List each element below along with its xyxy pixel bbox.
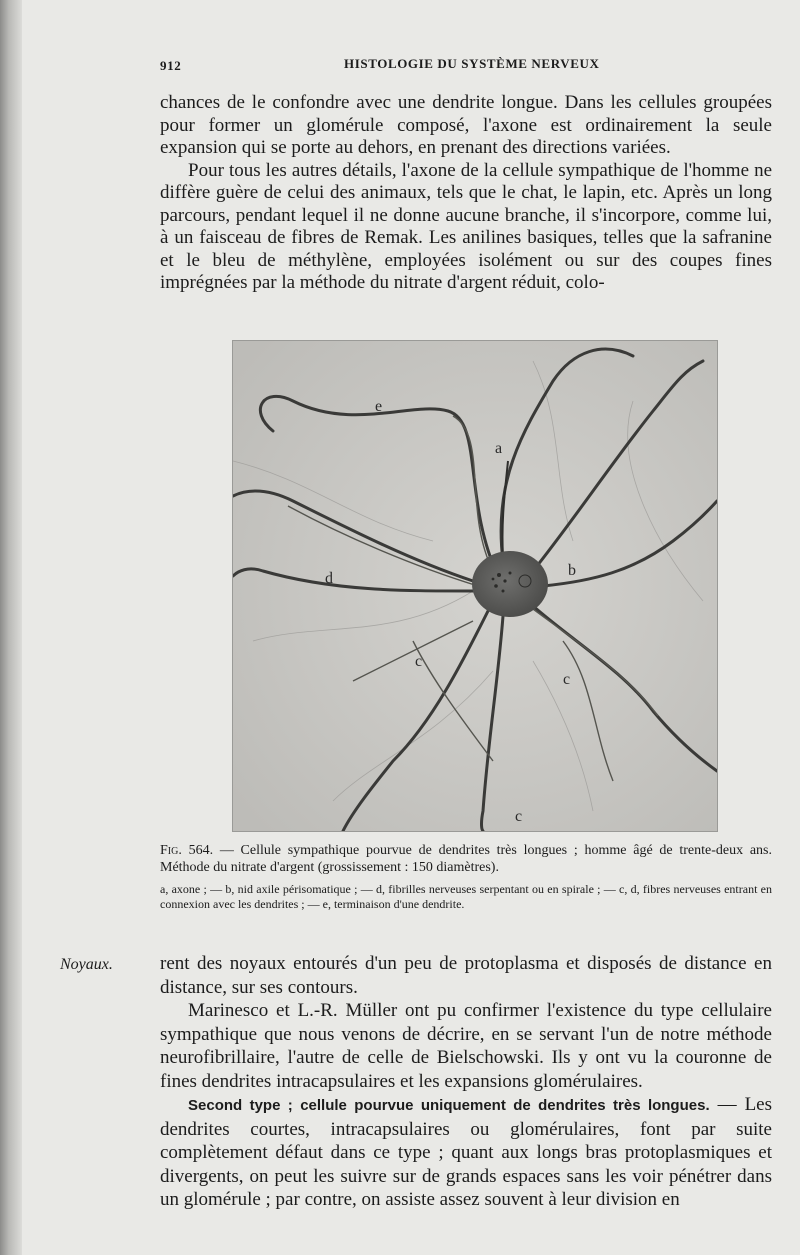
figure-label-a: a bbox=[495, 440, 503, 457]
figure-564-micrograph bbox=[232, 340, 718, 832]
paragraph: rent des noyaux entourés d'un peu de protoplasma et disposés de distance en distance, sur ses contours. bbox=[160, 953, 772, 998]
figure-label-c: c bbox=[563, 671, 571, 688]
body-text-top bbox=[160, 92, 772, 295]
caption-fig-number: Fig. 564. bbox=[160, 843, 214, 858]
figure-label-c: c bbox=[415, 653, 423, 670]
figure-label-c: c bbox=[515, 808, 523, 825]
figure-label-e: e bbox=[375, 398, 383, 415]
figure-label-b: b bbox=[568, 562, 576, 579]
page-number: 912 bbox=[160, 58, 182, 73]
section-heading-inline: Second type ; cellule pourvue uniquement de dendrites très longues. bbox=[188, 1097, 710, 1114]
page-header bbox=[160, 52, 780, 76]
margin-note: Noyaux. bbox=[60, 956, 113, 973]
figure-caption bbox=[160, 842, 772, 912]
cell-body bbox=[472, 551, 548, 617]
caption-title-text: — Cellule sympathique pourvue de dendrites très longues ; homme âgé de trente-deux ans. Méthode du nitrate d'argent (grossissement : 150 diamètres). bbox=[160, 843, 772, 875]
caption-legend: a, axone ; — b, nid axile périsomatique ; — d, fibrilles nerveuses serpentant ou en spirale ; — c, d, fibres nerveuses entrant en connexion avec les dendrites ; — e, terminaison d'une dendrite. bbox=[160, 882, 772, 911]
paragraph: chances de le confondre avec une dendrite longue. Dans les cellules groupées pour former un glomérule composé, l'axone est ordinairement la seule expansion qui se porte au dehors, en prenant des directions variées. bbox=[160, 92, 772, 158]
paragraph bbox=[160, 1093, 772, 1212]
paragraph-text: — Les dendrites courtes, intracapsulaires ou glomérulaires, font par suite complètement défaut dans ce type ; quant aux longs bras protoplasmiques et divergents, on peut les suivre sur de grands espaces sans les voir pénétrer dans un glomérule ; par contre, on assiste assez souvent à leur division en bbox=[160, 1094, 773, 1210]
figure-label-d: d bbox=[325, 570, 333, 587]
caption-title bbox=[160, 842, 772, 876]
body-text-bottom bbox=[160, 952, 772, 1212]
paragraph: Marinesco et L.-R. Müller ont pu confirmer l'existence du type cellulaire sympathique que nous venons de décrire, en se servant l'un de notre méthode neurofibrillaire, l'autre de celle de Bielschowski. Ils y ont vu la couronne de fines dendrites intracapsulaires et les expansions glomérulaires. bbox=[160, 1000, 772, 1092]
paragraph: Pour tous les autres détails, l'axone de la cellule sympathique de l'homme ne diffère guère de celui des animaux, tels que le chat, le lapin, etc. Après un long parcours, pendant lequel il ne donne aucune branche, il s'incorpore, comme lui, à un faisceau de fibres de Remak. Les anilines basiques, telles que la safranine et le bleu de méthylène, employées isolément ou sur des coupes fines imprégnées par la méthode du nitrate d'argent réduit, colo- bbox=[160, 159, 772, 293]
running-title: HISTOLOGIE DU SYSTÈME NERVEUX bbox=[344, 56, 600, 71]
neuron-micrograph bbox=[233, 341, 717, 831]
